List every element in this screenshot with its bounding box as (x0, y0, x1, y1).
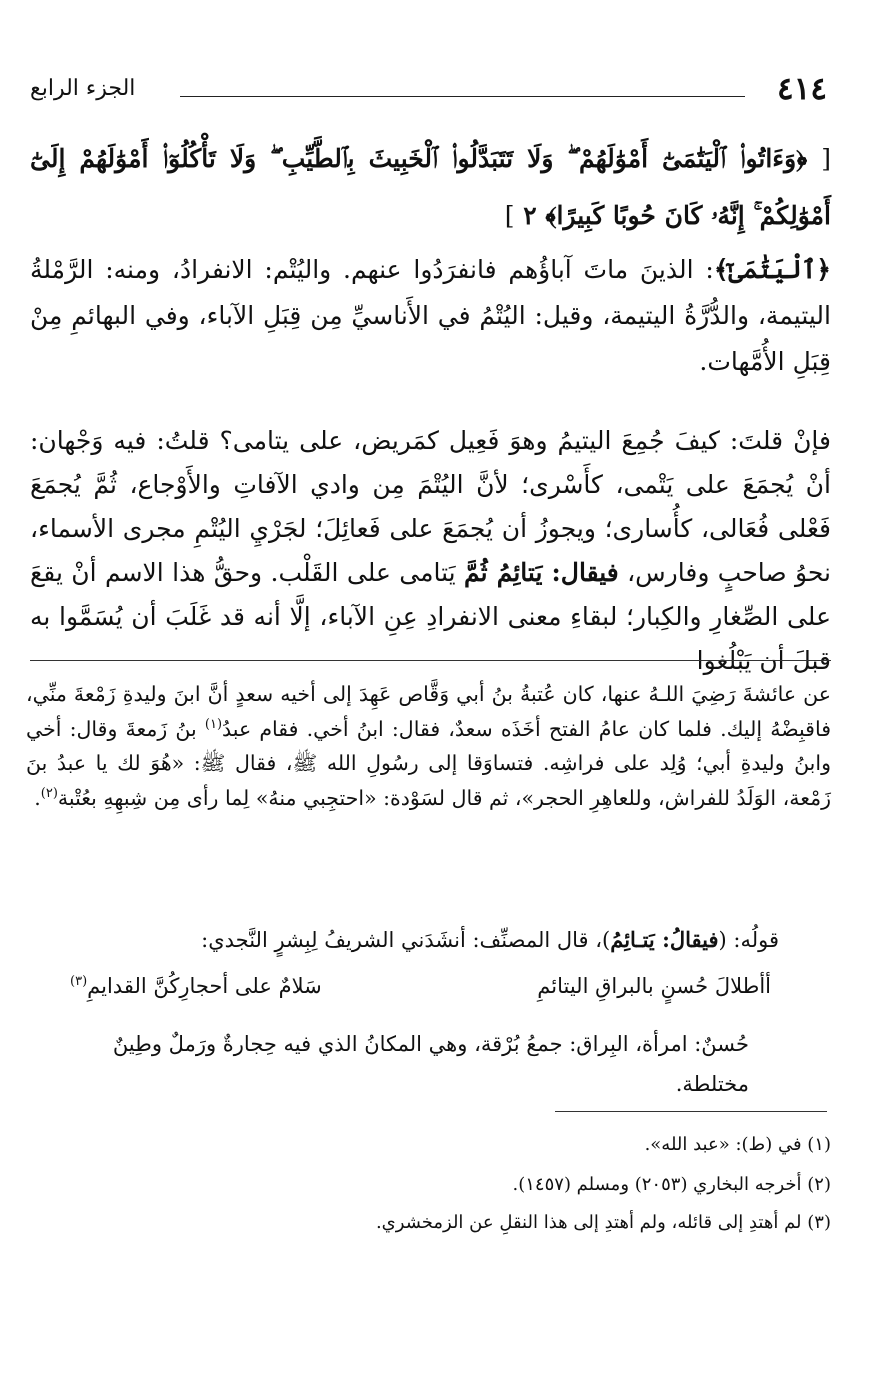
footnote-3: (٣) لم أهتدِ إلى قائله، ولم أهتدِ إلى هذا النقلِ عن الزمخشري. (375, 1212, 831, 1233)
footnote-rule (555, 1111, 827, 1112)
poem-hemistich-2 (70, 966, 322, 1006)
definition-line: حُسنٌ: امرأة، البِراق: جمعُ بُرْقة، وهي المكانُ الذي فيه حِجارةٌ ورَملٌ وطِينٌ مختلطة. (112, 1032, 749, 1096)
hadith-text-part1: عن عائشةَ رَضِيَ اللـهُ عنها، كان عُتبةُ بنُ أبي وَقَّاص عَهِدَ إلى أخيه سعدٍ أنَّ ابنَ وليدةِ زَمْعةَ منِّي، فاقبِضْهُ إليك. فلما كان عامُ الفتح أخَذَه سعدٌ، فقال: ابنُ أخي. فقام عبدُ (26, 682, 832, 741)
footnote-ref-2: (٢) (40, 785, 58, 801)
footnote-ref-1: (١) (204, 716, 223, 732)
poem-verse (70, 966, 771, 1006)
qawluh-line (30, 922, 779, 958)
paragraph-text: : الذينَ ماتَ آباؤُهم فانفرَدُوا عنهم. واليُتْم: الانفرادُ، ومنه: الرَّمْلةُ اليتيمة، والدُّرَّةُ اليتيمة، وقيل: اليُتْمُ في الأَناسيِّ مِن قِبَلِ الآباء، وفي البهائمِ مِنْ قِبَلِ الأُمَّهات. (30, 255, 831, 376)
quran-verse (30, 130, 831, 244)
qawluh-rest: )، قال المصنِّف: أنشَدَني الشريفُ لِبِشرٍ النَّجدي: (201, 928, 611, 952)
hadith-text-part2: بنُ زَمعةَ وقال: أخي وابنُ وليدةِ أبي؛ وُلِد على فراشِه. فتساوَقا إلى رسُولِ الله ﷺ، فقال ﷺ: «هُوَ لك يا عبدُ بنَ زَمْعة، الوَلَدُ للفراش، وللعاهِرِ الحجر»، ثم قال لسَوْدة: «احتجِبي منهُ» لِما رأى مِن شِبهِهِ بعُتْبة (26, 716, 831, 810)
paragraph-bold-phrase: فيقال: يَتائِمُ ثُمَّ (463, 558, 619, 587)
qawluh-lead: قولُه: ( (718, 928, 779, 952)
verse-term: ﴿ٱلْيَتَٰمَىٰٓ﴾ (713, 255, 831, 284)
footnote-2: (٢) أخرجه البخاري (٢٠٥٣) ومسلم (١٤٥٧). (512, 1174, 831, 1195)
running-header (30, 70, 827, 110)
verse-close-bracket: ] (504, 201, 515, 230)
tafsir-paragraph-plural (30, 419, 831, 683)
qawluh-bold: فيقالُ: يَتـائِمُ (610, 927, 719, 952)
page-number: ٤١٤ (777, 71, 827, 107)
paragraph-text-part2: يَتامى على القَلْب. وحقُّ هذا الاسم أنْ يقعَ على الصِّغارِ والكِبار؛ لبقاءِ معنى الانفرادِ عِنِ الآباء، إلَّا أنه قد غَلَبَ أن يُسَمَّوا به قبلَ أن يَبْلُغوا (30, 558, 831, 675)
hadith-end: . (34, 785, 41, 810)
tafsir-paragraph-yatama (30, 247, 831, 385)
commentary-divider (30, 660, 831, 661)
verse-open-bracket: [ (821, 144, 831, 173)
header-rule (180, 96, 745, 97)
verse-text: ﴿وَءَاتُوا۟ ٱلْيَتَٰمَىٰٓ أَمْوَٰلَهُمْ ۖ وَلَا تَتَبَدَّلُوا۟ ٱلْخَبِيثَ بِٱلطَّيِّبِ ۖ وَلَا تَأْكُلُوٓا۟ أَمْوَٰلَهُمْ إِلَىٰٓ أَمْوَٰلِكُمْ ۚ إِنَّهُۥ كَانَ حُوبًا كَبِيرًا﴾ ٢ (30, 144, 831, 230)
footnote-1: (١) في (ط): «عبد الله». (644, 1134, 831, 1155)
poem-hemistich-2-text: سَلامٌ على أحجارِكُنَّ القدايمِ (87, 974, 322, 998)
footnote-ref-3: (٣) (70, 974, 88, 989)
hadith-commentary (26, 677, 831, 815)
poem-hemistich-1: أأطلالَ حُسنٍ بالبراقِ اليتائمِ (537, 974, 771, 998)
paragraph-text-part1: فإنْ قلتَ: كيفَ جُمِعَ اليتيمُ وهوَ فَعِيل كمَريض، على يتامى؟ قلتُ: فيه وَجْهان: أنْ يُجمَعَ على يَتْمى، كأَسْرى؛ لأنَّ اليُتْمَ مِن وادي الآفاتِ والأَوْجاع، ثُمَّ يُجمَعَ فَعْلى فُعَالى، كأُسارى؛ ويجوزُ أن يُجمَعَ على فَعائِلَ؛ لجَرْيِ اليُتْمِ مجرى الأسماء، نحوُ صاحبٍ وفارس، (30, 426, 831, 587)
part-name: الجزء الرابع (30, 76, 136, 101)
